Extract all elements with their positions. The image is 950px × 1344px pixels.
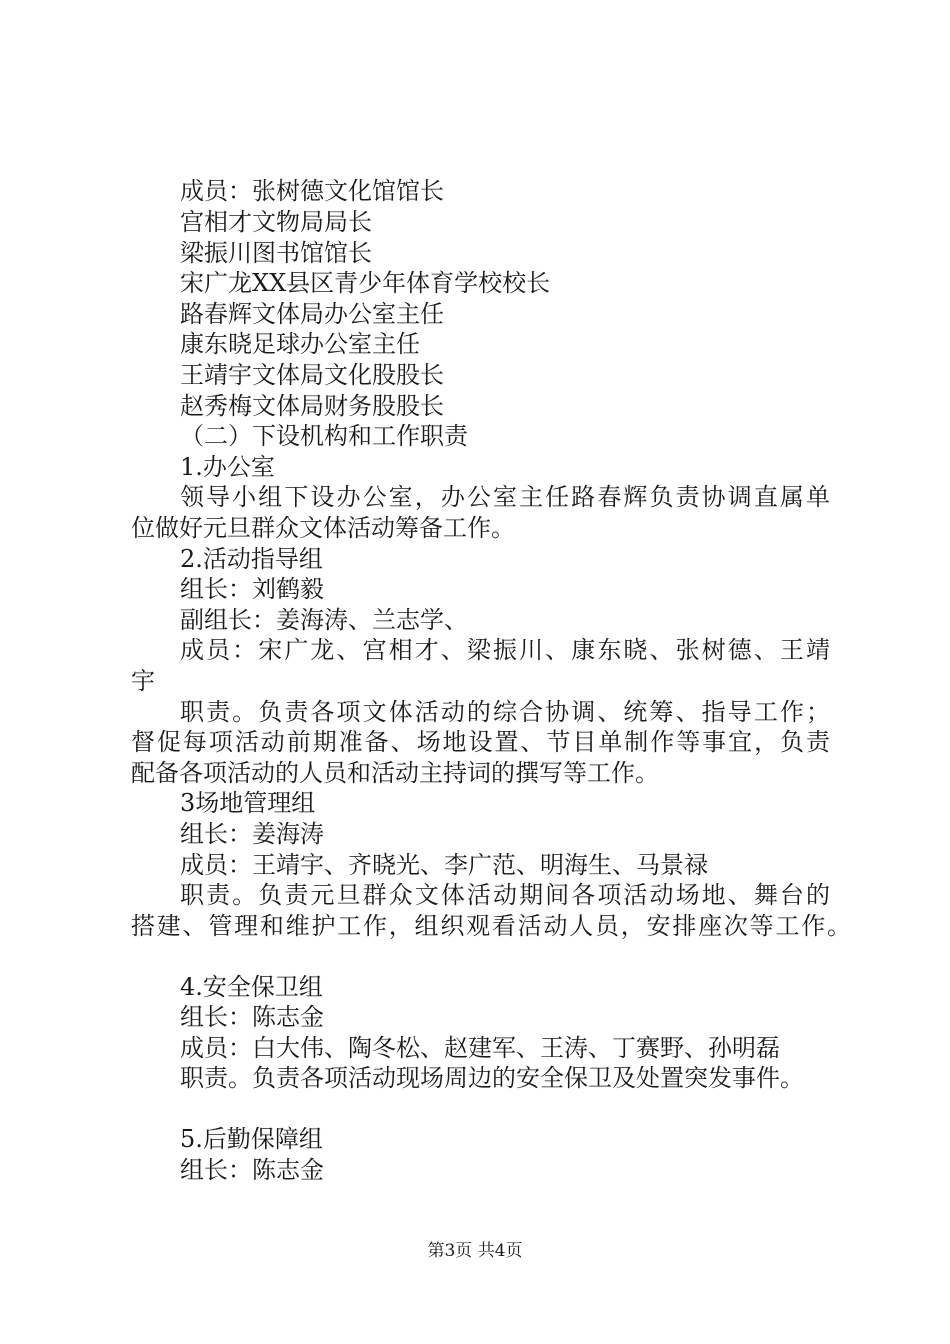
member-line: 王靖宇文体局文化股股长: [180, 361, 444, 389]
leader-line: 组长：陈志金: [180, 1003, 324, 1031]
member-line: 成员：王靖宇、齐晓光、李广范、明海生、马景禄: [180, 851, 708, 879]
member-line: 路春辉文体局办公室主任: [180, 300, 444, 328]
member-line: 康东晓足球办公室主任: [180, 330, 420, 358]
paragraph-line: 领导小组下设办公室，办公室主任路春辉负责协调直属单: [180, 483, 830, 511]
member-line: 梁振川图书馆馆长: [180, 239, 372, 267]
leader-line: 组长：姜海涛: [180, 820, 324, 848]
subsection-heading: 3场地管理组: [180, 789, 316, 817]
paragraph-line: 位做好元旦群众文体活动筹备工作。: [131, 514, 515, 542]
duty-line: 配备各项活动的人员和活动主持词的撰写等工作。: [131, 759, 659, 787]
deputy-leader-line: 副组长：姜海涛、兰志学、: [180, 606, 468, 634]
duty-line: 职责。负责各项文体活动的综合协调、统筹、指导工作；: [180, 698, 830, 726]
subsection-heading: 5.后勤保障组: [180, 1125, 323, 1153]
duty-line: 搭建、管理和维护工作，组织观看活动人员，安排座次等工作。: [131, 912, 851, 940]
duty-line: 督促每项活动前期准备、场地设置、节目单制作等事宜，负责: [131, 728, 830, 756]
member-line: 宫相才文物局局长: [180, 208, 372, 236]
member-line: 成员：张树德文化馆馆长: [180, 177, 444, 205]
member-line: 成员：白大伟、陶冬松、赵建军、王涛、丁赛野、孙明磊: [180, 1034, 780, 1062]
subsection-heading: 4.安全保卫组: [180, 973, 323, 1001]
member-line: 宋广龙XX县区青少年体育学校校长: [180, 269, 551, 297]
subsection-heading: 2.活动指导组: [180, 545, 323, 573]
subsection-heading: 1.办公室: [180, 453, 275, 481]
page-footer: 第3页 共4页: [427, 1241, 523, 1261]
member-line: 宇: [131, 667, 155, 695]
duty-line: 职责。负责各项活动现场周边的安全保卫及处置突发事件。: [180, 1064, 804, 1092]
duty-line: 职责。负责元旦群众文体活动期间各项活动场地、舞台的: [180, 881, 830, 909]
section-heading: （二）下设机构和工作职责: [180, 422, 468, 450]
member-line: 赵秀梅文体局财务股股长: [180, 392, 444, 420]
leader-line: 组长：陈志金: [180, 1156, 324, 1184]
member-line: 成员：宋广龙、宫相才、梁振川、康东晓、张树德、王靖: [180, 636, 830, 664]
leader-line: 组长：刘鹤毅: [180, 575, 324, 603]
